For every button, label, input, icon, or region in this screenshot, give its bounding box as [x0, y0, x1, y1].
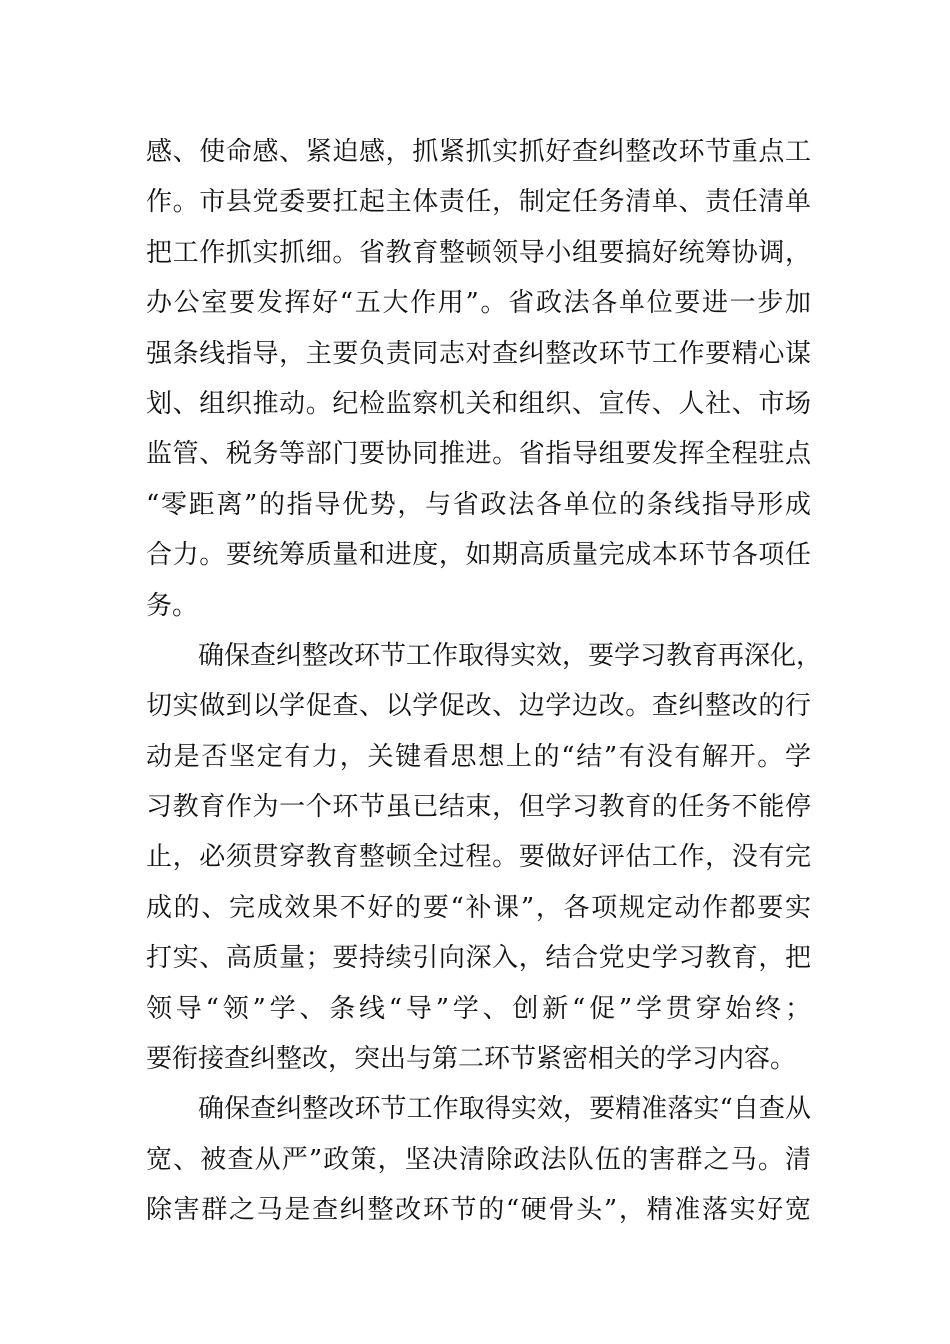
text-line: 合力。要统筹质量和进度，如期高质量完成本环节各项任 — [146, 540, 811, 571]
body-text — [146, 127, 823, 1236]
text-line: “零距离”的指导优势，与省政法各单位的条线指导形成 — [146, 489, 811, 520]
paragraph-study-education — [146, 631, 823, 1085]
text-line: 作。市县党委要扛起主体责任，制定任务清单、责任清单 — [146, 187, 811, 218]
text-line: 习教育作为一个环节虽已结束，但学习教育的任务不能停 — [146, 792, 811, 823]
text-line: 感、使命感、紧迫感，抓紧抓实抓好查纠整改环节重点工 — [146, 137, 811, 167]
text-line: 止，必须贯穿教育整顿全过程。要做好评估工作，没有完 — [146, 842, 811, 873]
text-line: 成的、完成效果不好的要“补课”，各项规定动作都要实 — [146, 892, 811, 923]
text-line: 确保查纠整改环节工作取得实效，要精准落实“自查从 — [198, 1094, 811, 1125]
text-line: 打实、高质量；要持续引向深入，结合党史学习教育，把 — [146, 943, 811, 974]
paragraph-policy — [146, 1084, 811, 1235]
text-line: 办公室要发挥好“五大作用”。省政法各单位要进一步加 — [146, 288, 811, 319]
text-line: 动是否坚定有力，关键看思想上的“结”有没有解开。学 — [146, 741, 811, 772]
paragraph-continued — [146, 127, 811, 631]
text-line: 确保查纠整改环节工作取得实效，要学习教育再深化， — [198, 640, 823, 671]
text-line: 除害群之马是查纠整改环节的“硬骨头”，精准落实好宽 — [146, 1195, 811, 1226]
text-line: 切实做到以学促查、以学促改、边学边改。查纠整改的行 — [146, 691, 811, 722]
text-line: 监管、税务等部门要协同推进。省指导组要发挥全程驻点 — [146, 439, 811, 470]
text-line: 强条线指导，主要负责同志对查纠整改环节工作要精心谋 — [146, 338, 811, 369]
text-line: 领导“领”学、条线“导”学、创新“促”学贯穿始终； — [146, 993, 811, 1024]
text-line: 宽、被查从严”政策，坚决清除政法队伍的害群之马。清 — [146, 1144, 811, 1175]
text-line: 务。 — [146, 590, 199, 621]
text-line: 要衔接查纠整改，突出与第二环节紧密相关的学习内容。 — [146, 1044, 797, 1075]
text-line: 把工作抓实抓细。省教育整顿领导小组要搞好统筹协调， — [146, 237, 811, 268]
text-line: 划、组织推动。纪检监察机关和组织、宣传、人社、市场 — [146, 388, 811, 419]
